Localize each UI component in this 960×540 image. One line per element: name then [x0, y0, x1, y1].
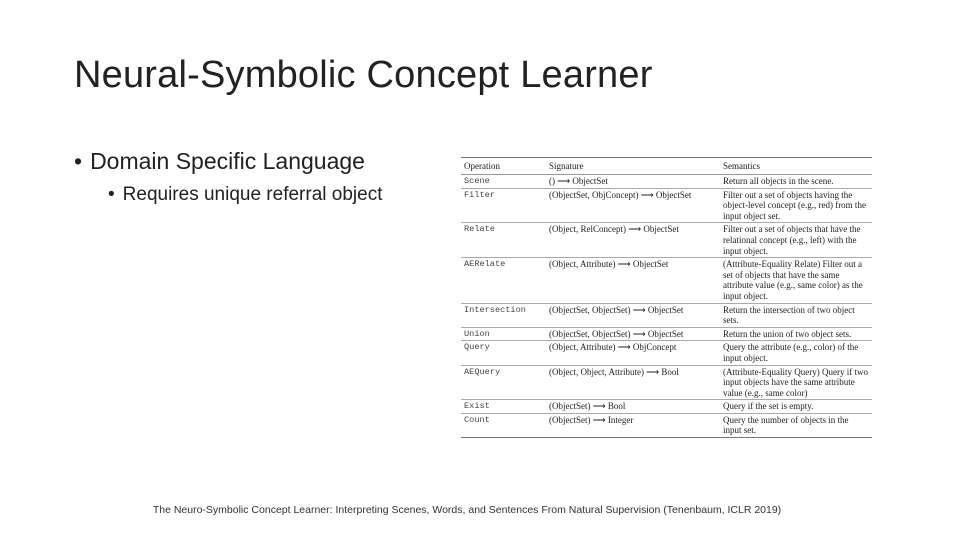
- semantics-cell: Return the intersection of two object sets.: [720, 303, 872, 327]
- dsl-operations-table: [461, 157, 872, 438]
- header-semantics: Semantics: [720, 158, 872, 175]
- signature-cell: (ObjectSet) ⟶ Bool: [546, 400, 720, 414]
- semantics-cell: Return all objects in the scene.: [720, 175, 872, 189]
- table-row: [461, 175, 872, 189]
- semantics-cell: Query the attribute (e.g., color) of the input object.: [720, 341, 872, 365]
- table-row: [461, 223, 872, 258]
- operation-cell: Query: [461, 341, 546, 365]
- operation-cell: Union: [461, 327, 546, 341]
- bullet-level-2: [108, 184, 382, 206]
- bullet-dot-icon: •: [74, 148, 83, 174]
- bullet-level-1: [74, 148, 365, 175]
- table-row: [461, 303, 872, 327]
- signature-cell: (ObjectSet, ObjConcept) ⟶ ObjectSet: [546, 188, 720, 223]
- operation-cell: AERelate: [461, 258, 546, 303]
- semantics-cell: Query if the set is empty.: [720, 400, 872, 414]
- table-row: [461, 413, 872, 437]
- semantics-cell: (Attribute-Equality Relate) Filter out a set of objects that have the same attribute value (e.g., same color) as the input object.: [720, 258, 872, 303]
- citation-caption: The Neuro-Symbolic Concept Learner: Interpreting Scenes, Words, and Sentences From Natural Supervision (Tenenbaum, ICLR 2019): [152, 504, 782, 516]
- signature-cell: () ⟶ ObjectSet: [546, 175, 720, 189]
- semantics-cell: Query the number of objects in the input set.: [720, 413, 872, 437]
- table-row: [461, 327, 872, 341]
- operation-cell: Relate: [461, 223, 546, 258]
- header-operation: Operation: [461, 158, 546, 175]
- signature-cell: (Object, Object, Attribute) ⟶ Bool: [546, 365, 720, 400]
- operation-cell: Exist: [461, 400, 546, 414]
- signature-cell: (Object, Attribute) ⟶ ObjectSet: [546, 258, 720, 303]
- operation-cell: Count: [461, 413, 546, 437]
- semantics-cell: Filter out a set of objects that have the relational concept (e.g., left) with the input object.: [720, 223, 872, 258]
- semantics-cell: Return the union of two object sets.: [720, 327, 872, 341]
- signature-cell: (Object, RelConcept) ⟶ ObjectSet: [546, 223, 720, 258]
- table-row: [461, 188, 872, 223]
- table-row: [461, 365, 872, 400]
- signature-cell: (ObjectSet, ObjectSet) ⟶ ObjectSet: [546, 303, 720, 327]
- bullet-text: Domain Specific Language: [90, 148, 365, 174]
- table-header-row: [461, 158, 872, 175]
- signature-cell: (ObjectSet, ObjectSet) ⟶ ObjectSet: [546, 327, 720, 341]
- bullet-dot-icon: •: [108, 184, 115, 205]
- operation-cell: Filter: [461, 188, 546, 223]
- operation-cell: AEQuery: [461, 365, 546, 400]
- slide-title: Neural-Symbolic Concept Learner: [74, 54, 653, 96]
- table-row: [461, 258, 872, 303]
- table-row: [461, 341, 872, 365]
- operation-cell: Scene: [461, 175, 546, 189]
- signature-cell: (ObjectSet) ⟶ Integer: [546, 413, 720, 437]
- operation-cell: Intersection: [461, 303, 546, 327]
- semantics-cell: (Attribute-Equality Query) Query if two input objects have the same attribute value (e.g., same color): [720, 365, 872, 400]
- semantics-cell: Filter out a set of objects having the object-level concept (e.g., red) from the input object set.: [720, 188, 872, 223]
- bullet-text: Requires unique referral object: [122, 184, 383, 205]
- table-row: [461, 400, 872, 414]
- header-signature: Signature: [546, 158, 720, 175]
- signature-cell: (Object, Attribute) ⟶ ObjConcept: [546, 341, 720, 365]
